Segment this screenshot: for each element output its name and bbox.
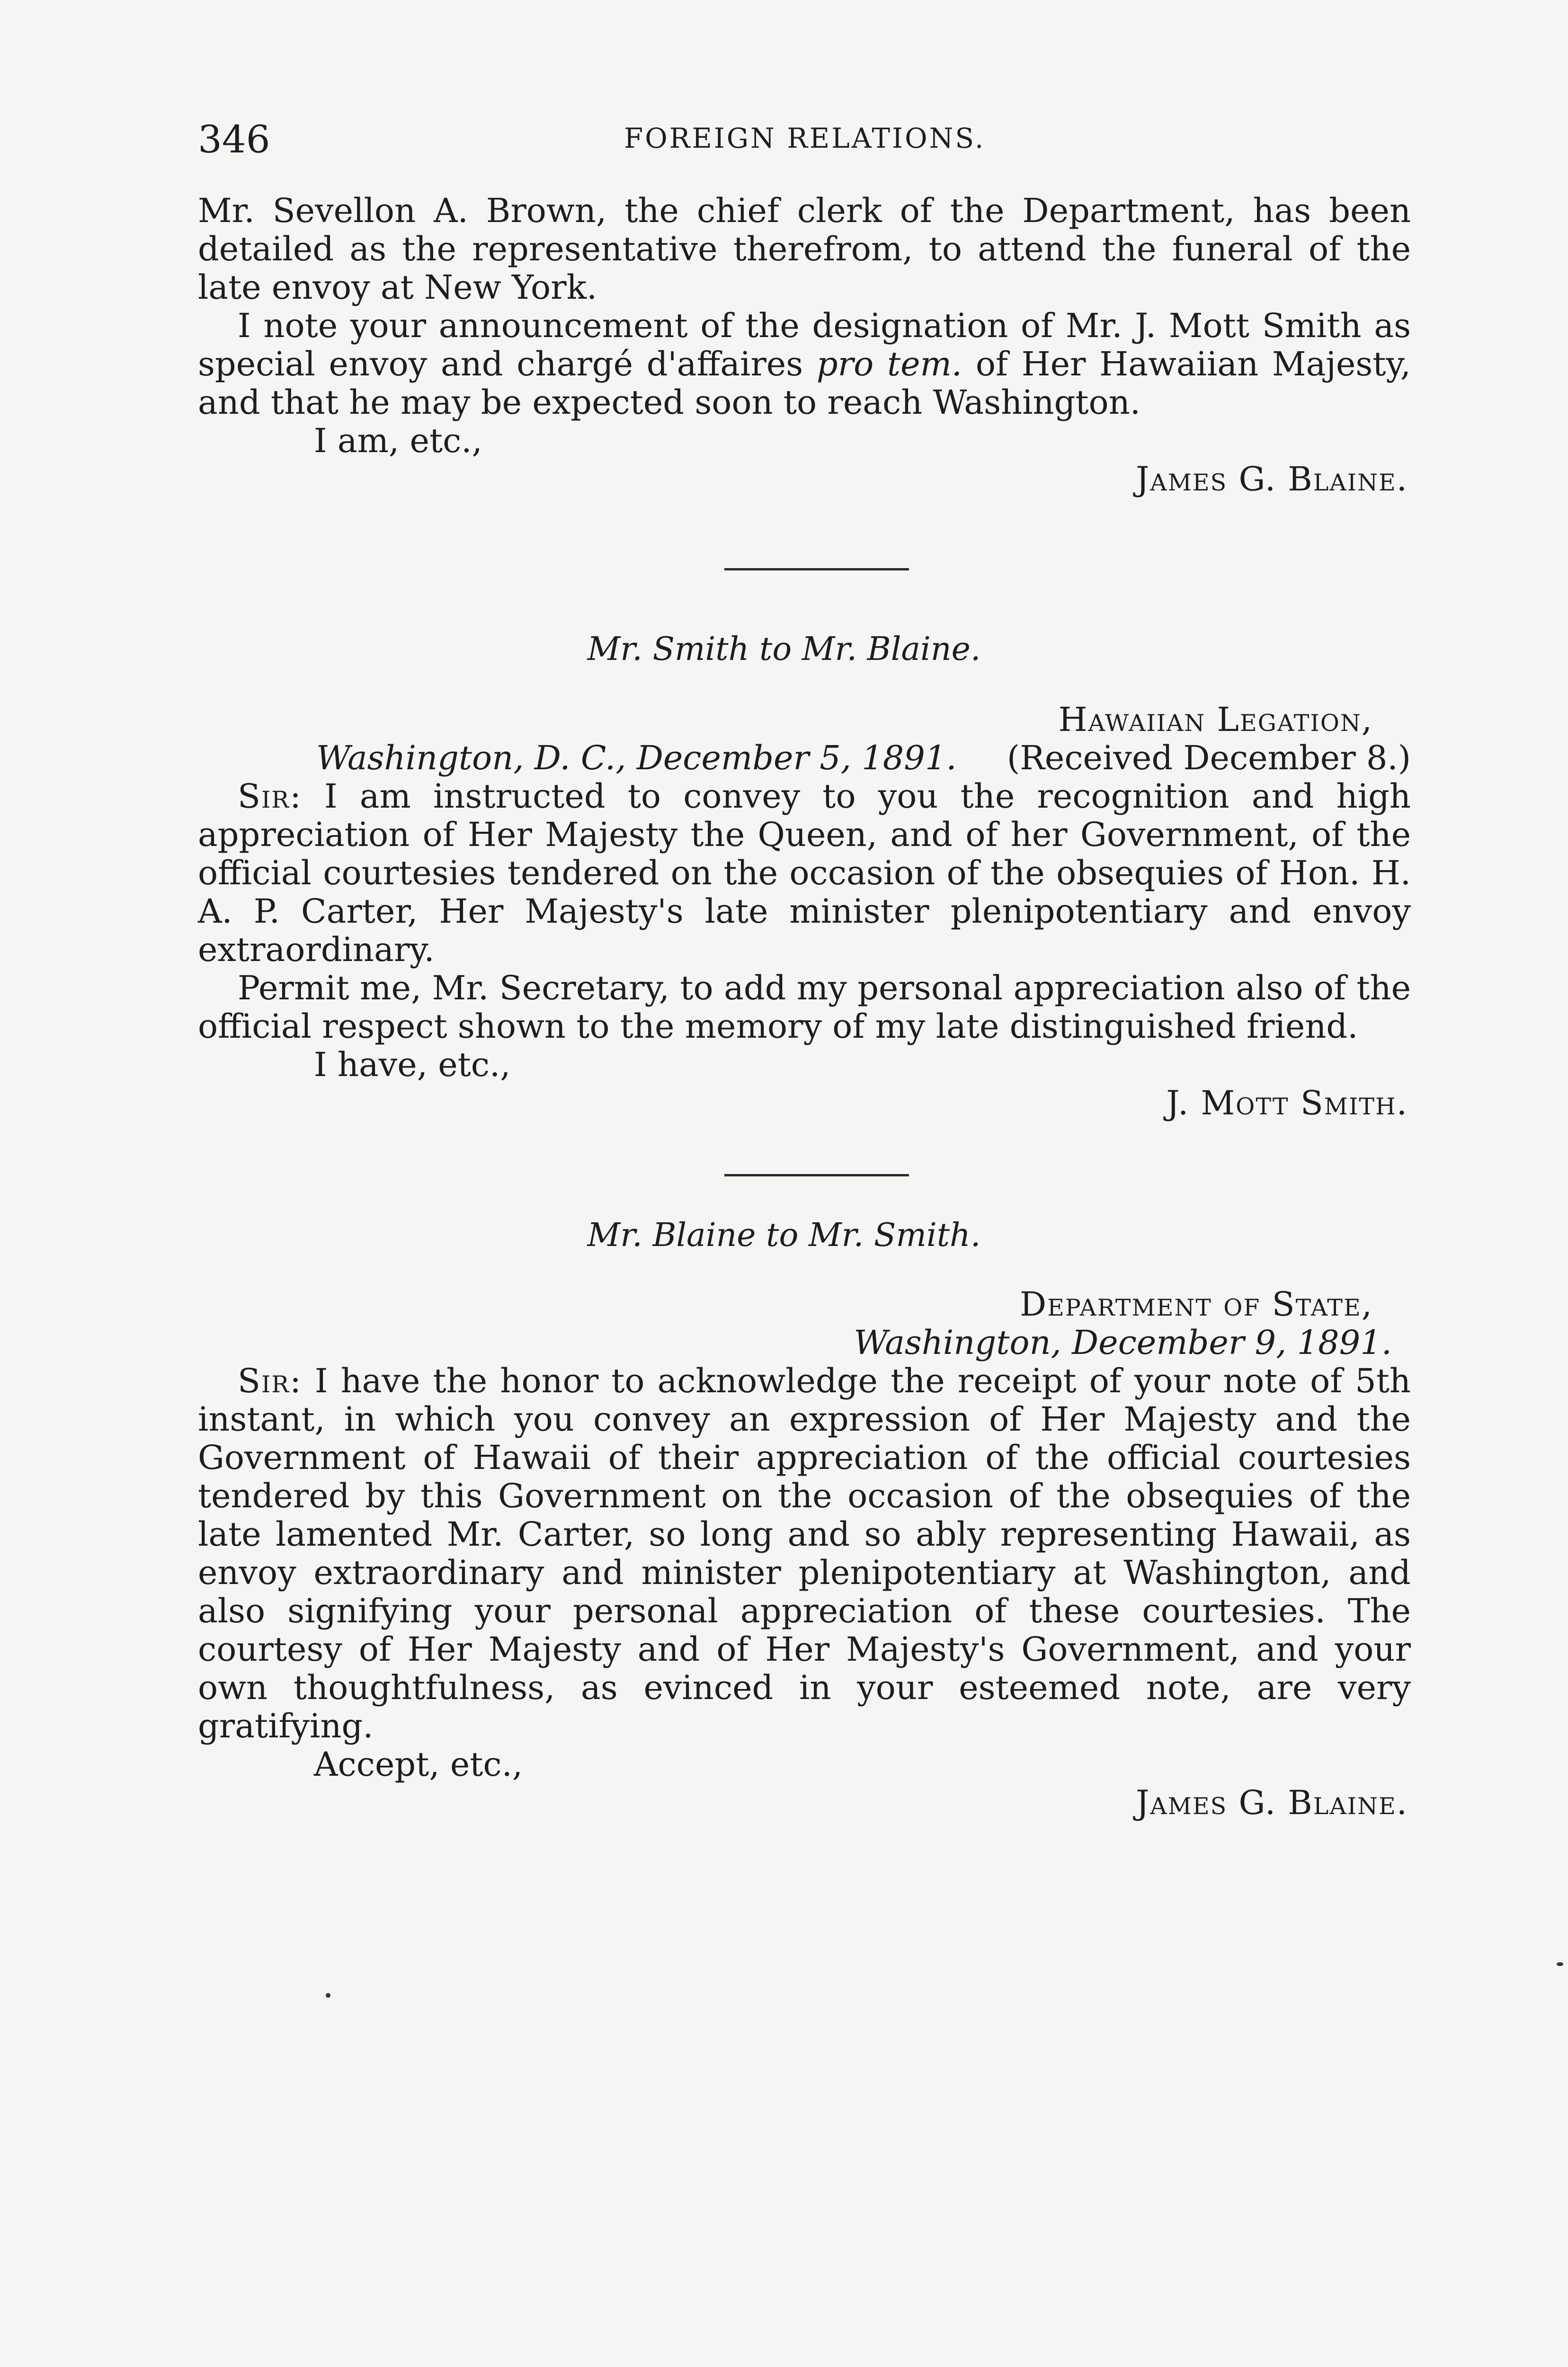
letter-1-place-date: Washington, D. C., December 5, 1891.: [316, 739, 957, 777]
paragraph-2-end: of Her Hawaiian Majesty, and that he may be expected soon to reach Washington.: [198, 345, 1411, 422]
page-number: 346: [198, 117, 270, 161]
letter-2-title: Mr. Blaine to Mr. Smith.: [587, 1217, 981, 1254]
letter-2-place-date: Washington, December 9, 1891.: [854, 1323, 1392, 1362]
letter-2-signature: James G. Blaine.: [1136, 1783, 1408, 1822]
letter-2-closing: Accept, etc.,: [314, 1745, 523, 1784]
letter-2-paragraph-1: [198, 1362, 1411, 1745]
paragraph-2-start: I note your announcement of the designation of Mr. J. Mott Smith as special envoy and chargé d'affaires: [198, 306, 1411, 383]
letter-1-paragraph-1: [198, 777, 1411, 969]
letter-2: [198, 1285, 1411, 1822]
continuation-closing: I am, etc.,: [314, 421, 482, 460]
letter-1-dateline: [198, 739, 1411, 777]
continuation-paragraph-1: Mr. Sevellon A. Brown, the chief clerk of the Department, has been detailed as the representative therefrom, to attend the funeral of the late envoy at New York.: [198, 191, 1411, 307]
letter-1: [198, 701, 1411, 1122]
continuation-section: [198, 192, 1411, 498]
letter-1-title: Mr. Smith to Mr. Blaine.: [587, 631, 981, 668]
letter-1-closing: I have, etc.,: [314, 1045, 511, 1084]
pro-tem-italic: pro tem.: [816, 345, 962, 383]
ink-speck: [1557, 1962, 1563, 1966]
letter-1-received: (Received December 8.): [1007, 739, 1411, 777]
section-divider-2: [724, 1174, 909, 1176]
continuation-paragraph-2: [198, 307, 1411, 422]
letter-2-salutation: Sir:: [238, 1361, 302, 1400]
letter-1-body-1: I am instructed to convey to you the recognition and high appreciation of Her Majesty the Queen, and of her Government, of the official courtesies tendered on the occasion of the obsequies of Hon. H. A. P. Carter, Her Majesty's late minister plenipotentiary and envoy extraordinary.: [198, 777, 1411, 969]
letter-2-office: Department of State,: [1019, 1285, 1373, 1324]
section-divider-1: [724, 568, 909, 570]
page-header: [198, 117, 1410, 169]
letter-1-signature: J. Mott Smith.: [1166, 1084, 1408, 1122]
ink-speck: [326, 1993, 330, 1998]
running-head: FOREIGN RELATIONS.: [624, 122, 986, 154]
letter-1-office: Hawaiian Legation,: [1058, 700, 1373, 739]
letter-2-body-1: I have the honor to acknowledge the receipt of your note of 5th instant, in which you convey an expression of Her Majesty and the Government of Hawaii of their appreciation of the official courtesies tendered by this Government on the occasion of the obsequies of the late lamented Mr. Carter, so long and so ably representing Hawaii, as envoy extraordinary and minister plenipotentiary at Washington, and also signifying your personal appreciation of these courtesies. The courtesy of Her Majesty and of Her Majesty's Government, and your own thoughtfulness, as evinced in your esteemed note, are very gratifying.: [198, 1361, 1411, 1745]
letter-1-paragraph-2: Permit me, Mr. Secretary, to add my personal appreciation also of the official respect shown to the memory of my late distinguished friend.: [198, 969, 1411, 1046]
letter-1-salutation: Sir:: [238, 777, 302, 816]
continuation-signature: James G. Blaine.: [1136, 460, 1408, 498]
